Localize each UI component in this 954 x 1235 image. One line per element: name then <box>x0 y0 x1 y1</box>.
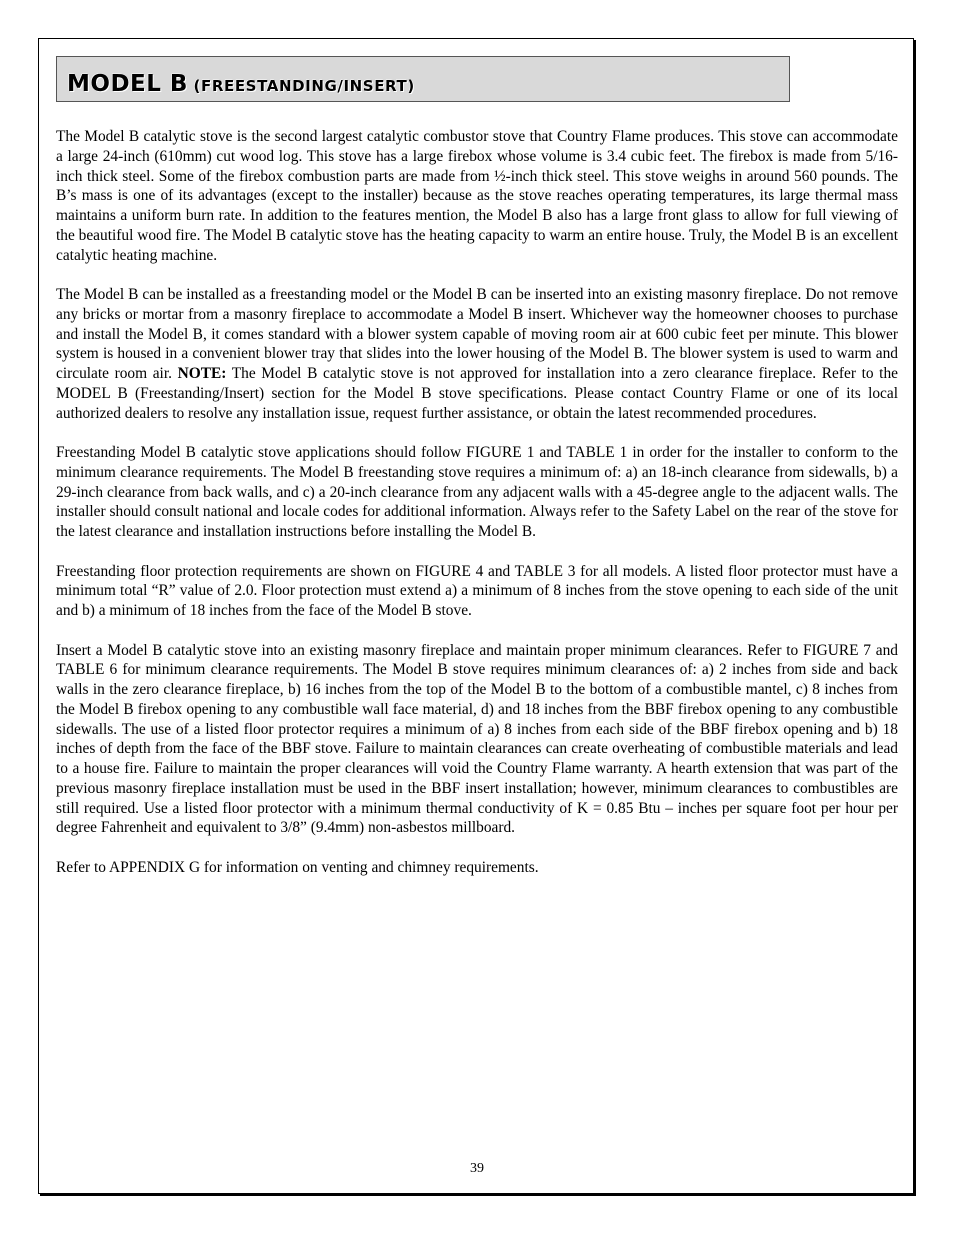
body-text <box>56 127 898 897</box>
section-title-sub: (FREESTANDING/INSERT) <box>193 77 415 95</box>
note-label: NOTE: <box>177 365 227 382</box>
paragraph-venting-reference: Refer to APPENDIX G for information on venting and chimney requirements. <box>56 858 539 876</box>
installation-text: The Model B can be installed as a freestanding model or the Model B can be inserted into an existing masonry fireplace. Do not remove any bricks or mortar from a masonry fireplace to accommodate a Model B insert. Whichever way the homeowner chooses to purchase and install the Model B, it comes standard with a blower system capable of moving room air at 600 cubic feet per minute. This blower system is housed in a convenient blower tray that slides into the lower housing of the Model B. The blower system is used to warm and circulate room air. <box>56 286 898 382</box>
paragraph-overview: The Model B catalytic stove is the second largest catalytic combustor stove that Country Flame produces. This stove can accommodate a large 24-inch (610mm) cut wood log. This stove has a large firebox whose volume is 3.4 cubic feet. The firebox is made from 5/16-inch thick steel. Some of the firebox combustion parts are made from ½-inch thick steel. This stove weighs in around 560 pounds. The B’s mass is one of its advantages (except to the installer) because as the stove reaches operating temperatures, its large thermal mass maintains a uniform burn rate. In addition to the features mention, the Model B also has a large front glass to allow for full viewing of the beautiful wood fire. The Model B catalytic stove has the heating capacity to warm an entire house. Truly, the Model B is an excellent catalytic heating machine. <box>56 128 898 264</box>
paragraph-insert-clearances: Insert a Model B catalytic stove into an existing masonry fireplace and maintain proper minimum clearances. Refer to FIGURE 7 and TABLE 6 for minimum clearance requirements. The Model B stove requires minimum clearances of: a) 2 inches from side and back walls in the zero clearance fireplace, b) 16 inches from the top of the Model B to the bottom of a combustible mantel, c) 8 inches from the Model B firebox opening to any combustible wall face material, d) and 18 inches from the BBF firebox opening to any combustible sidewalls. The use of a listed floor protector requires a minimum of a) 8 inches from each side of the BBF firebox opening and b) 18 inches of depth from the face of the BBF stove. Failure to maintain clearances can create overheating of combustible materials and lead to a house fire. Failure to maintain the proper clearances will void the Country Flame warranty. A hearth extension that was part of the previous masonry fireplace installation must be used in the BBF insert installation; however, minimum clearances to combustibles are still required. Use a listed floor protector with a minimum thermal conductivity of K = 0.85 Btu – inches per square foot per hour per degree Fahrenheit and equivalent to 3/8” (9.4mm) non-asbestos millboard. <box>56 641 898 837</box>
paragraph-floor-protection: Freestanding floor protection requirements are shown on FIGURE 4 and TABLE 3 for all models. A listed floor protector must have a minimum total “R” value of 2.0. Floor protection must extend a) a minimum of 8 inches from the stove opening to each side of the unit and b) a minimum of 18 inches from the face of the Model B stove. <box>56 562 898 619</box>
section-title-main: MODEL B <box>67 71 188 97</box>
section-title-box <box>56 56 790 102</box>
paragraph-freestanding-clearances: Freestanding Model B catalytic stove applications should follow FIGURE 1 and TABLE 1 in order for the installer to conform to the minimum clearance requirements. The Model B freestanding stove requires a minimum of: a) an 18-inch clearance from sidewalls, b) a 29-inch clearance from back walls, and c) a 20-inch clearance from any adjacent walls with a 45-degree angle to the adjacent walls. The installer should consult national and locale codes for additional information. Always refer to the Safety Label on the rear of the stove for the latest clearance and installation instructions before installing the Model B. <box>56 444 898 540</box>
page-number: 39 <box>470 1161 484 1176</box>
note-text: The Model B catalytic stove is not approved for installation into a zero clearance fireplace. Refer to the MODEL B (Freestanding/Insert) section for the Model B stove specifications. Please contact Country Flame or one of its local authorized dealers to resolve any installation issue, request further assistance, or obtain the latest recommended procedures. <box>56 365 898 422</box>
section-title <box>67 71 415 97</box>
paragraph-installation <box>56 285 898 423</box>
